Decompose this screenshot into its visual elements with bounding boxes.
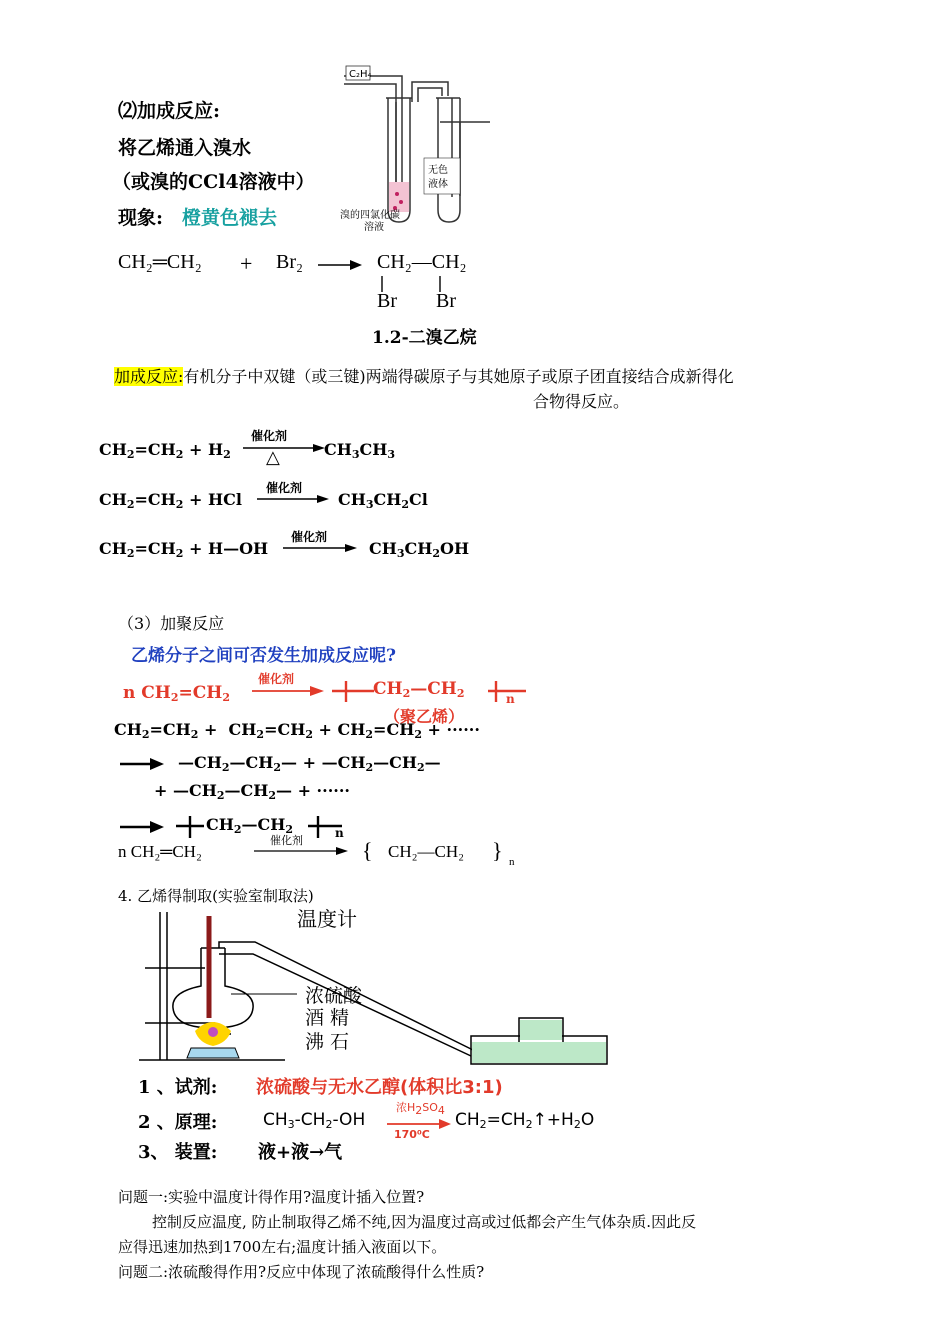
- polymer-question: 乙烯分子之间可否发生加成反应呢?: [131, 646, 396, 666]
- principle-left: $CH_3-CH_2-OH$: [263, 1110, 366, 1131]
- chain-line3: + $—CH_2—CH_2—$ + ······: [154, 781, 350, 802]
- definition-text1: 有机分子中双键（或三键)两端得碳原子与其她原子或原子团直接结合成新得化: [183, 367, 734, 386]
- principle-right: $CH_2=CH_2↑+H_2O$: [455, 1110, 595, 1131]
- section-2-title: ⑵加成反应:: [118, 100, 221, 122]
- reaction-h2-heat: △: [266, 447, 280, 468]
- reaction-h2-arrow: [243, 443, 325, 453]
- eq2-right: CH₂—CH₂: [388, 842, 465, 861]
- br-reactant-ethylene: CH₂═CH₂: [118, 251, 202, 273]
- definition-term: 加成反应:: [114, 367, 184, 386]
- poly-arrow: [252, 685, 324, 697]
- principle-label: 2 、原理:: [138, 1112, 218, 1133]
- definition-line1: [114, 364, 734, 387]
- device-label: 3、 装置:: [138, 1142, 218, 1163]
- ethylene-label: C₂H₄: [349, 69, 372, 80]
- reaction-water-right: $CH_3CH_2OH$: [369, 539, 470, 560]
- reaction-hcl-left: $CH_2=CH_2$ + HCl: [99, 490, 242, 511]
- chain-arrow-2: [120, 821, 164, 833]
- reaction-hcl-catalyst: 催化剂: [266, 481, 303, 495]
- phenomenon-label: 现象:: [118, 207, 164, 229]
- br-reactant-bromine: Br₂: [276, 251, 303, 273]
- reaction-hcl-arrow: [257, 494, 329, 504]
- reagent-value: 浓硫酸与无水乙醇(体积比3:1): [256, 1077, 503, 1098]
- section-2-line2: （或溴的CCl4溶液中）: [112, 171, 315, 193]
- bromine-apparatus-figure: [340, 62, 515, 232]
- colorless-label-1: 无色: [428, 165, 448, 176]
- eq2-n: n: [509, 856, 515, 868]
- reaction-hcl-right: $CH_3CH_2Cl$: [338, 490, 428, 511]
- section-4-title: 4. 乙烯得制取(实验室制取法): [118, 887, 314, 905]
- alcohol-label: 酒 精: [305, 1007, 350, 1029]
- reaction-water-arrow: [283, 543, 357, 553]
- thermometer-label: 温度计: [297, 908, 357, 931]
- device-value: 液+液→气: [258, 1142, 343, 1163]
- ethylene-preparation-apparatus: [135, 908, 615, 1068]
- question-1: 问题一:实验中温度计得作用?温度计插入位置?: [118, 1188, 425, 1206]
- answer-1-line2: 应得迅速加热到1700左右;温度计插入液面以下。: [118, 1238, 447, 1256]
- answer-1-line1: 控制反应温度, 防止制取得乙烯不纯,因为温度过高或过低都会产生气体杂质.因此反: [152, 1213, 697, 1231]
- principle-cond-bottom: 170⁰C: [394, 1128, 430, 1141]
- eq2-arrow: [254, 846, 348, 856]
- reaction-h2-catalyst: 催化剂: [251, 429, 288, 443]
- poly-catalyst: 催化剂: [258, 672, 295, 686]
- chain-line1: $CH_2=CH_2 + CH_2=CH_2 + CH_2=CH_2$ + ······: [114, 720, 480, 741]
- colorless-label-2: 液体: [428, 179, 448, 190]
- poly-right: $CH_2—CH_2$: [373, 679, 465, 700]
- eq2-catalyst: 催化剂: [270, 834, 303, 847]
- chain-line4: $CH_2—CH_2$: [206, 815, 294, 836]
- eq2-bracket-open: {: [362, 838, 373, 863]
- poly-n: n: [506, 692, 515, 706]
- chain-arrow-1: [120, 758, 164, 770]
- reaction-water-left: $CH_2=CH_2$ + H—OH: [99, 539, 269, 560]
- poly-left: n $CH_2=CH_2$: [123, 683, 231, 704]
- polyethylene-name: （聚乙烯）: [384, 707, 465, 726]
- bromine-solution-label-2: 溶液: [364, 222, 384, 232]
- question-2: 问题二:浓硫酸得作用?反应中体现了浓硫酸得什么性质?: [118, 1263, 485, 1281]
- definition-text2: 合物得反应。: [533, 392, 630, 411]
- bromine-solution-label-1: 溴的四氯化碳: [340, 210, 400, 221]
- section-2-line1: 将乙烯通入溴水: [118, 137, 252, 159]
- reaction-water-catalyst: 催化剂: [291, 530, 328, 544]
- eq2-left: n CH₂═CH₂: [118, 842, 202, 861]
- br-product-chain: CH₂—CH₂: [377, 251, 467, 273]
- reaction-h2-right: $CH_3CH_3$: [324, 440, 396, 461]
- section-3-title: （3）加聚反应: [118, 614, 225, 633]
- eq2-bracket-close: }: [492, 838, 503, 863]
- principle-cond-top: 浓$H_2SO_4$: [396, 1101, 445, 1117]
- br-reaction-arrow: [318, 258, 362, 272]
- br-product-br2: Br: [436, 290, 456, 312]
- boiling-stone-label: 沸 石: [305, 1031, 350, 1053]
- reagent-label: 1 、试剂:: [138, 1077, 218, 1098]
- phenomenon-value: 橙黄色褪去: [182, 207, 278, 229]
- chain-line4-n: n: [335, 826, 344, 840]
- br-product-br1: Br: [377, 290, 397, 312]
- chain-line2: $—CH_2—CH_2—$ + $—CH_2—CH_2—$: [178, 753, 441, 774]
- conc-sulfuric-acid-label: 浓硫酸: [305, 985, 363, 1007]
- dibromoethane-name: 1.2-二溴乙烷: [372, 328, 477, 348]
- br-plus: +: [240, 251, 253, 276]
- reaction-h2-left: $CH_2=CH_2 + H_2$: [99, 440, 231, 461]
